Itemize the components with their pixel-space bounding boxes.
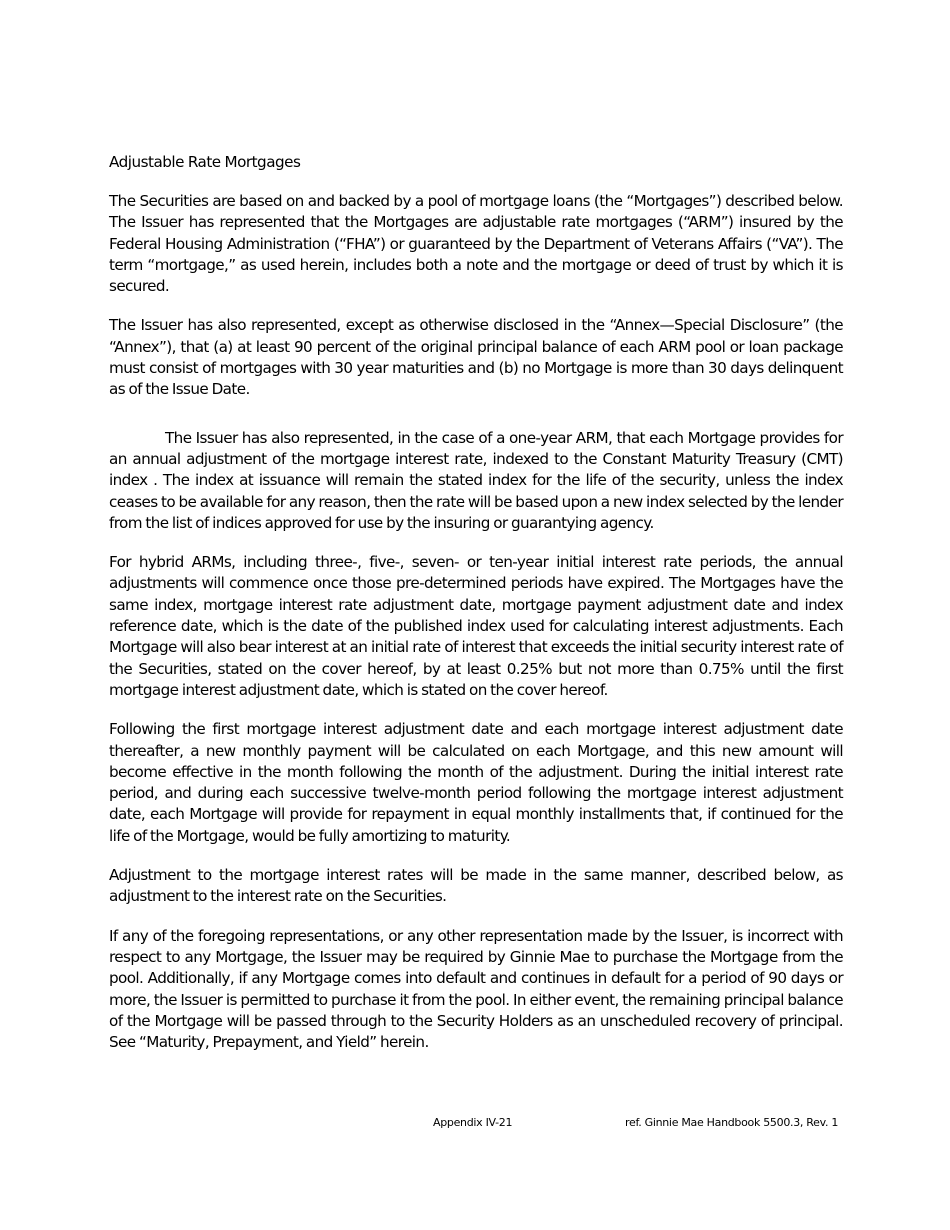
section-heading: Adjustable Rate Mortgages bbox=[109, 153, 301, 171]
paragraph-rate-adjustment: Adjustment to the mortgage interest rates will be made in the same manner, described below, as adjustment to the interest rate on the Securities. bbox=[109, 866, 843, 906]
paragraph-securities-backing: The Securities are based on and backed by a pool of mortgage loans (the “Mortgages”) described below. The Issuer has represented that the Mortgages are adjustable rate mortgages (“ARM”) insured by the Federal Housing Administration (“FHA”) or guaranteed by the Department of Veterans Affairs (“VA”). The term “mortgage,” as used herein, includes both a note and the mortgage or deed of trust by which it is secured. bbox=[109, 192, 843, 296]
paragraph-purchase-from-pool: If any of the foregoing representations, or any other representation made by the Issuer, is incorrect with respect to any Mortgage, the Issuer may be required by Ginnie Mae to purchase the Mortgage from the pool. Additionally, if any Mortgage comes into default and continues in default for a period of 90 days or more, the Issuer is permitted to purchase it from the pool. In either event, the remaining principal balance of the Mortgage will be passed through to the Security Holders as an unscheduled recovery of principal. See “Maturity, Prepayment, and Yield” herein. bbox=[109, 926, 843, 1052]
document-body bbox=[109, 152, 843, 1071]
paragraph-issuer-representations: The Issuer has also represented, except as otherwise disclosed in the “Annex—Special Disclosure” (the “Annex”), that (a) at least 90 percent of the original principal balance of each ARM pool or loan package must consist of mortgages with 30 year maturities and (b) no Mortgage is more than 30 days delinquent as of the Issue Date. bbox=[109, 316, 843, 399]
paragraph-monthly-payment: Following the first mortgage interest adjustment date and each mortgage interest adjustment date thereafter, a new monthly payment will be calculated on each Mortgage, and this new amount will become effective in the month following the month of the adjustment. During the initial interest rate period, and during each successive twelve-month period following the mortgage interest adjustment date, each Mortgage will provide for repayment in equal monthly installments that, if continued for the life of the Mortgage, would be fully amortizing to maturity. bbox=[109, 720, 843, 845]
paragraph-hybrid-arms: For hybrid ARMs, including three-, five-, seven- or ten-year initial interest rate periods, the annual adjustments will commence once those pre-determined periods have expired. The Mortgages have the same index, mortgage interest rate adjustment date, mortgage payment adjustment date and index reference date, which is the date of the published index used for calculating interest adjustments. Each Mortgage will also bear interest at an initial rate of interest that exceeds the initial security interest rate of the Securities, stated on the cover hereof, by at least 0.25% but not more than 0.75% until the first mortgage interest adjustment date, which is stated on the cover hereof. bbox=[109, 553, 843, 699]
footer-reference: ref. Ginnie Mae Handbook 5500.3, Rev. 1 bbox=[625, 1116, 839, 1129]
paragraph-one-year-arm: The Issuer has also represented, in the case of a one-year ARM, that each Mortgage provides for an annual adjustment of the mortgage interest rate, indexed to the Constant Maturity Treasury (CMT) index . The index at issuance will remain the stated index for the life of the security, unless the index ceases to be available for any reason, then the rate will be based upon a new index selected by the lender from the list of indices approved for use by the insuring or guarantying agency. bbox=[109, 428, 843, 532]
footer-page-label: Appendix IV-21 bbox=[433, 1116, 513, 1129]
